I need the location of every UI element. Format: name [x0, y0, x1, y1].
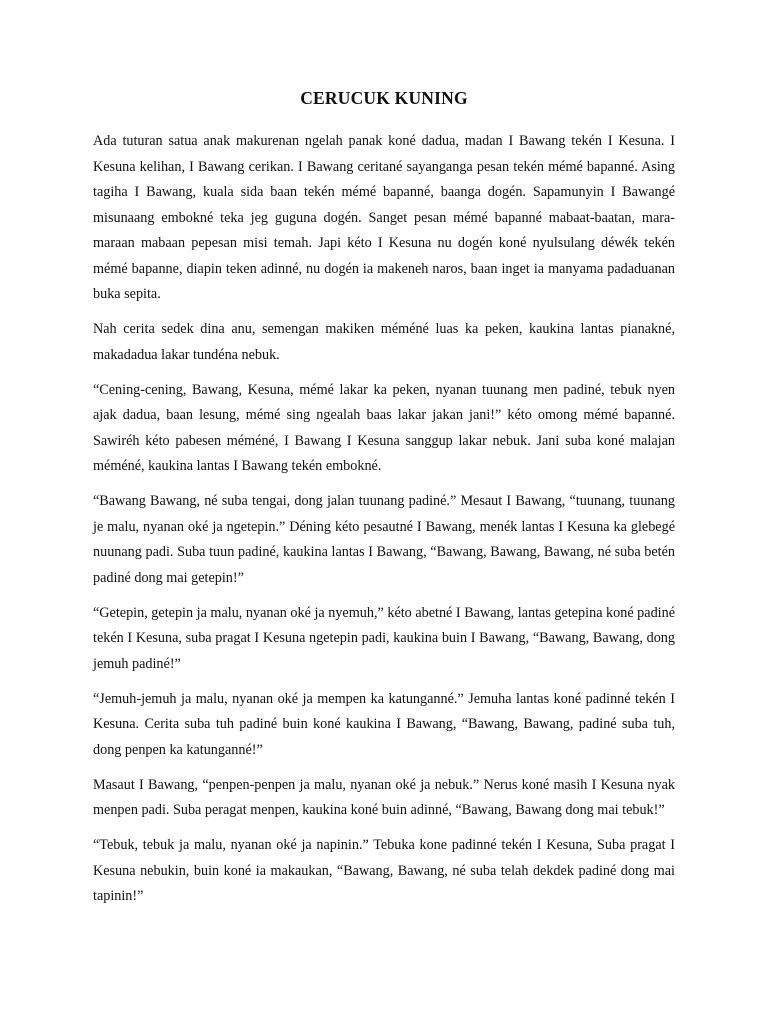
paragraph: “Cening-cening, Bawang, Kesuna, mémé lakar ka peken, nyanan tuunang men padiné, tebuk nyen ajak dadua, baan lesung, mémé sing ngealah baas lakar jakan jani!” kéto omong mémé bapanné. Sawiréh kéto pabesen méméné, I Bawang I Kesuna sanggup lakar nebuk. Jani suba koné malajan méméné, kaukina lantas I Bawang tekén embokné. — [93, 381, 675, 474]
paragraph: “Bawang Bawang, né suba tengai, dong jalan tuunang padiné.” Mesaut I Bawang, “tuunang, tuunang je malu, nyanan oké ja ngetepin.” Déning kéto pesautné I Bawang, menék lantas I Kesuna ka glebegé nuunang padi. Suba tuun padiné, kaukina lantas I Bawang, “Bawang, Bawang, Bawang, né suba betén padiné dong mai getepin!” — [93, 493, 675, 586]
paragraph: “Tebuk, tebuk ja malu, nyanan oké ja napinin.” Tebuka kone padinné tekén I Kesuna, Suba pragat I Kesuna nebukin, buin koné ia makaukan, “Bawang, Bawang, né suba telah dekdek padiné dong mai tapinin!” — [93, 837, 675, 904]
paragraph: Ada tuturan satua anak makurenan ngelah panak koné dadua, madan I Bawang tekén I Kesuna. I Kesuna kelihan, I Bawang cerikan. I Bawang ceritané sayanganga pesan tekén mémé bapanné. Asing tagiha I Bawang, kuala sida baan tekén mémé bapanné, baanga dogén. Sapamunyin I Bawangé misunaang embokné teka jeg guguna dogén. Sanget pesan mémé bapanné mabaat-baatan, mara-maraan mabaan pepesan misi temah. Japi kéto I Kesuna nu dogén koné nyulsulang déwék tekén mémé bapanne, diapin teken adinné, nu dogén ia makeneh naros, baan inget ia manyama padaduanan buka sepita. — [93, 133, 675, 302]
paragraph: Masaut I Bawang, “penpen-penpen ja malu, nyanan oké ja nebuk.” Nerus koné masih I Kesuna nyak menpen padi. Suba peragat menpen, kaukina koné buin adinné, “Bawang, Bawang dong mai tebuk!” — [93, 776, 675, 818]
document-body — [93, 129, 675, 919]
paragraph: Nah cerita sedek dina anu, semengan makiken méméné luas ka peken, kaukina lantas pianakné, makadadua lakar tundéna nebuk. — [93, 321, 675, 363]
paragraph: “Jemuh-jemuh ja malu, nyanan oké ja mempen ka katunganné.” Jemuha lantas koné padinné tekén I Kesuna. Cerita suba tuh padiné buin koné kaukina I Bawang, “Bawang, Bawang, padiné suba tuh, dong penpen ka katunganné!” — [93, 690, 675, 758]
document-title: CERUCUK KUNING — [300, 88, 468, 108]
paragraph: “Getepin, getepin ja malu, nyanan oké ja nyemuh,” kéto abetné I Bawang, lantas getepina koné padiné tekén I Kesuna, suba pragat I Kesuna ngetepin padi, kaukina buin I Bawang, “Bawang, Bawang, dong jemuh padiné!” — [93, 604, 675, 672]
